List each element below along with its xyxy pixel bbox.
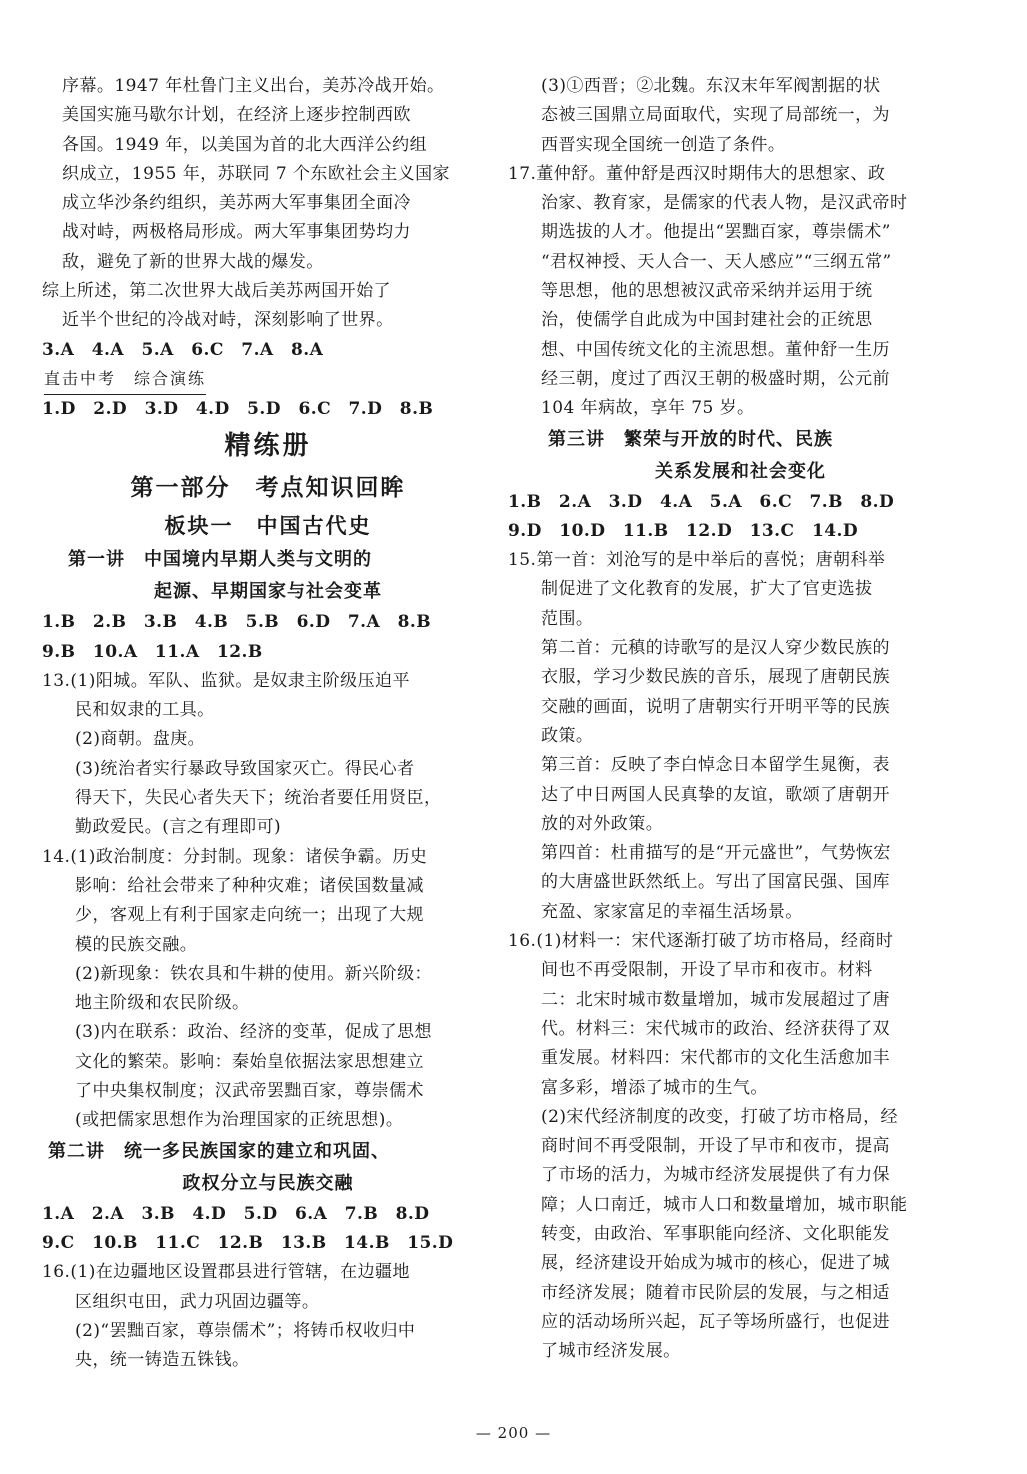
- block-title: 板块一 中国古代史: [164, 514, 372, 539]
- left-column: [42, 72, 494, 1375]
- text-line: 代。材料三：宋代城市的政治、经济获得了双: [541, 1018, 890, 1039]
- text-line: 14.(1)政治制度：分封制。现象：诸侯争霸。历史: [42, 846, 428, 867]
- text-line: 达了中日两国人民真挚的友谊，歌颂了唐朝开: [541, 784, 890, 805]
- text-line: 应的活动场所兴起，瓦子等场所盛行，也促进: [541, 1311, 890, 1332]
- subheading: 直击中考 综合演练: [44, 365, 206, 395]
- text-line: 第二首：元稹的诗歌写的是汉人穿少数民族的: [541, 638, 890, 659]
- text-line: 得天下，失民心者失天下；统治者要任用贤臣，: [75, 788, 442, 809]
- text-line: 综上所述，第二次世界大战后美苏两国开始了: [42, 281, 391, 302]
- lecture1-title-line2: 起源、早期国家与社会变革: [154, 581, 382, 603]
- text-line: 模的民族交融。: [75, 934, 198, 955]
- text-line: 期选拔的人才。他提出“罢黜百家，尊崇儒术”: [541, 222, 891, 243]
- lecture2-title-line1: 第二讲 统一多民族国家的建立和巩固、: [48, 1140, 390, 1162]
- subheading-row: [42, 365, 494, 395]
- text-line: (3)统治者实行暴政导致国家灭亡。得民心者: [75, 758, 415, 779]
- text-line: 17.董仲舒。董仲舒是西汉时期伟大的思想家、政: [508, 163, 886, 184]
- text-line: 16.(1)材料一：宋代逐渐打破了坊市格局，经商时: [508, 931, 894, 952]
- text-line: 美国实施马歇尔计划，在经济上逐步控制西欧: [62, 105, 411, 126]
- text-line: 市经济发展；随着市民阶层的发展，与之相适: [541, 1282, 890, 1303]
- text-line: 富多彩，增添了城市的生气。: [541, 1077, 768, 1098]
- text-line: 近半个世纪的冷战对峙，深刻影响了世界。: [62, 310, 394, 331]
- lecture2-title-line2: 政权分立与民族交融: [182, 1172, 354, 1194]
- text-line: 二：北宋时城市数量增加，城市发展超过了唐: [541, 989, 890, 1010]
- question-14: [42, 843, 494, 1136]
- text-line: 治家、教育家，是儒家的代表人物，是汉武帝时: [541, 193, 908, 214]
- text-line: 第四首：杜甫描写的是“开元盛世”，气势恢宏: [541, 843, 891, 864]
- text-line: 交融的画面，说明了唐朝实行开明平等的民族: [541, 696, 890, 717]
- text-line: (2)商朝。盘庚。: [75, 729, 206, 750]
- text-line: 各国。1949 年，以美国为首的北大西洋公约组: [62, 134, 428, 155]
- lecture1-title-line1: 第一讲 中国境内早期人类与文明的: [68, 549, 372, 571]
- text-line: 文化的繁荣。影响：秦始皇依据法家思想建立: [75, 1051, 424, 1072]
- text-line: (2)“罢黜百家，尊崇儒术”；将铸币权收归中: [75, 1320, 416, 1341]
- text-line: 等思想，他的思想被汉武帝采纳并运用于统: [541, 281, 873, 302]
- text-line: 范围。: [541, 608, 594, 629]
- text-line: 央，统一铸造五铢钱。: [75, 1350, 250, 1371]
- intro-paragraph: [42, 72, 494, 336]
- text-line: (或把儒家思想作为治理国家的正统思想)。: [75, 1110, 404, 1131]
- text-line: 勤政爱民。(言之有理即可): [75, 817, 282, 838]
- question-15: [508, 546, 973, 927]
- text-line: 战对峙，两极格局形成。两大军事集团势均力: [62, 222, 411, 243]
- text-line: 了城市经济发展。: [541, 1341, 681, 1362]
- question-17: [508, 160, 973, 424]
- text-line: 间也不再受限制，开设了早市和夜市。材料: [541, 960, 873, 981]
- text-line: 西晋实现全国统一创造了条件。: [541, 134, 786, 155]
- text-line: 15.第一首：刘沧写的是中举后的喜悦；唐朝科举: [508, 550, 886, 571]
- text-line: 民和奴隶的工具。: [75, 700, 215, 721]
- text-line: 少，客观上有利于国家走向统一；出现了大规: [75, 905, 424, 926]
- text-line: 织成立，1955 年，苏联同 7 个东欧社会主义国家: [62, 163, 450, 184]
- book-title: 精练册: [224, 431, 312, 462]
- text-line: 治，使儒学自此成为中国封建社会的正统思: [541, 310, 873, 331]
- part-title: 第一部分 考点知识回眸: [130, 475, 406, 502]
- question-13: [42, 667, 494, 843]
- text-line: 了中央集权制度；汉武帝罢黜百家，尊崇儒术: [75, 1081, 424, 1102]
- text-line: 制促进了文化教育的发展，扩大了官吏选拔: [541, 579, 873, 600]
- answers-line: 1.D 2.D 3.D 4.D 5.D 6.C 7.D 8.B: [42, 398, 434, 419]
- answers-line: 1.A 2.A 3.B 4.D 5.D 6.A 7.B 8.D: [42, 1203, 430, 1224]
- text-line: “君权神授、天人合一、天人感应”“三纲五常”: [541, 251, 892, 272]
- answers-line: 1.B 2.B 3.B 4.B 5.B 6.D 7.A 8.B: [42, 612, 432, 633]
- text-line: 衣服，学习少数民族的音乐，展现了唐朝民族: [541, 667, 890, 688]
- text-line: 地主阶级和农民阶级。: [75, 993, 250, 1014]
- text-line: 想、中国传统文化的主流思想。董仲舒一生历: [541, 339, 890, 360]
- answers-line: 9.D 10.D 11.B 12.D 13.C 14.D: [508, 520, 859, 541]
- text-line: 16.(1)在边疆地区设置郡县进行管辖，在边疆地: [42, 1262, 410, 1283]
- answers-line: 1.B 2.A 3.D 4.A 5.A 6.C 7.B 8.D: [508, 491, 895, 512]
- text-line: 转变，由政治、军事职能向经济、文化职能发: [541, 1223, 890, 1244]
- answers-line: 9.B 10.A 11.A 12.B: [42, 641, 263, 662]
- text-line: (2)新现象：铁农具和牛耕的使用。新兴阶级：: [75, 963, 432, 984]
- text-line: 13.(1)阳城。军队、监狱。是奴隶主阶级压迫平: [42, 670, 410, 691]
- question-16-continued: [508, 72, 973, 160]
- text-line: 政策。: [541, 725, 594, 746]
- text-line: 重发展。材料四：宋代都市的文化生活愈加丰: [541, 1048, 890, 1069]
- text-line: 区组织屯田，武力巩固边疆等。: [75, 1291, 320, 1312]
- answers-line: 9.C 10.B 11.C 12.B 13.B 14.B 15.D: [42, 1232, 454, 1253]
- text-line: 第三首：反映了李白悼念日本留学生晁衡，表: [541, 755, 890, 776]
- text-line: 展，经济建设开始成为城市的核心，促进了城: [541, 1253, 890, 1274]
- text-line: (3)内在联系：政治、经济的变革，促成了思想: [75, 1022, 432, 1043]
- text-line: 了市场的活力，为城市经济发展提供了有力保: [541, 1165, 890, 1186]
- text-line: 的大唐盛世跃然纸上。写出了国富民强、国库: [541, 872, 890, 893]
- text-line: 104 年病故，享年 75 岁。: [541, 398, 755, 419]
- text-line: 序幕。1947 年杜鲁门主义出台，美苏冷战开始。: [62, 76, 445, 96]
- question-16: [42, 1258, 494, 1375]
- lecture3-title-line1: 第三讲 繁荣与开放的时代、民族: [548, 428, 833, 450]
- text-line: (3)①西晋；②北魏。东汉末年军阀割据的状: [541, 76, 881, 96]
- text-line: (2)宋代经济制度的改变，打破了坊市格局，经: [541, 1106, 898, 1127]
- text-line: 充盈、家家富足的幸福生活场景。: [541, 901, 803, 922]
- right-column: [508, 72, 973, 1366]
- text-line: 障；人口南迁，城市人口和数量增加，城市职能: [541, 1194, 908, 1215]
- text-line: 经三朝，度过了西汉王朝的极盛时期，公元前: [541, 368, 890, 389]
- text-line: 敌，避免了新的世界大战的爆发。: [62, 251, 324, 272]
- lecture3-title-line2: 关系发展和社会变化: [655, 460, 826, 482]
- answers-line: 3.A 4.A 5.A 6.C 7.A 8.A: [42, 339, 324, 360]
- text-line: 放的对外政策。: [541, 813, 664, 834]
- text-line: 商时间不再受限制，开设了早市和夜市，提高: [541, 1136, 890, 1157]
- text-line: 成立华沙条约组织，美苏两大军事集团全面冷: [62, 193, 411, 214]
- page-number: — 200 —: [475, 1424, 552, 1442]
- question-16: [508, 927, 973, 1366]
- text-line: 态被三国鼎立局面取代，实现了局部统一，为: [541, 105, 890, 126]
- text-line: 影响：给社会带来了种种灾难；诸侯国数量减: [75, 875, 424, 896]
